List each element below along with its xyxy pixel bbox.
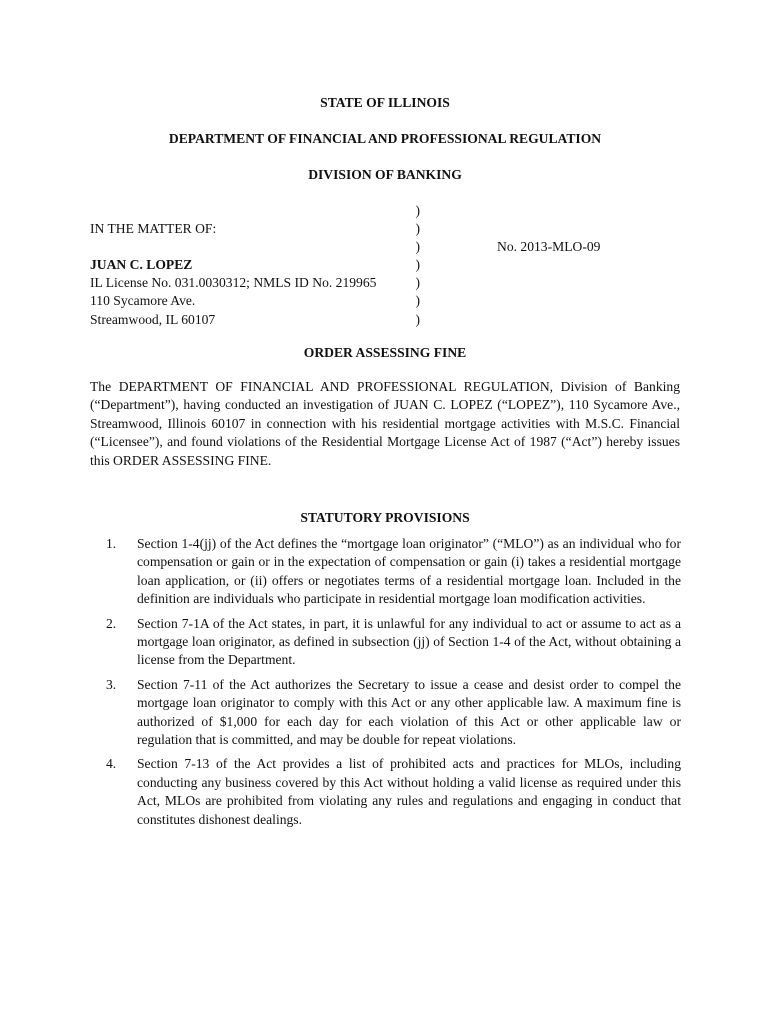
caption-paren: ): [415, 293, 420, 309]
department-heading: DEPARTMENT OF FINANCIAL AND PROFESSIONAL REGULATION: [168, 131, 602, 146]
provision-number: 3.: [106, 676, 117, 692]
license-info: IL License No. 031.0030312; NMLS ID No. 219965: [90, 275, 377, 291]
case-number: No. 2013-MLO-09: [497, 239, 601, 254]
caption-paren: ): [415, 239, 420, 255]
respondent-street: 110 Sycamore Ave.: [90, 293, 196, 309]
respondent-name: JUAN C. LOPEZ: [90, 257, 193, 273]
case-caption: [90, 202, 690, 328]
caption-paren-column: [400, 202, 420, 329]
provision-item: [106, 535, 681, 609]
provision-number: 4.: [106, 756, 117, 772]
caption-paren: ): [415, 257, 420, 273]
caption-paren: ): [415, 275, 420, 291]
respondent-city: Streamwood, IL 60107: [90, 311, 216, 327]
order-title: ORDER ASSESSING FINE: [303, 345, 467, 360]
in-the-matter-of: IN THE MATTER OF:: [90, 221, 217, 237]
provision-item: [106, 755, 681, 829]
statutory-provisions-list: [106, 535, 681, 829]
provision-text: Section 7-13 of the Act provides a list of prohibited acts and practices for MLOs, including conducting any business covered by this Act without holding a valid license as required under this Act, MLOs are prohibited from violating any rules and regulations and engaging in conduct that constitutes dishonest dealings.: [137, 756, 681, 827]
caption-paren: ): [415, 203, 420, 218]
provision-item: [106, 676, 681, 750]
provision-text: Section 7-1A of the Act states, in part, it is unlawful for any individual to act or assume to act as a mortgage loan originator, as defined in subsection (jj) of Section 1-4 of the Act, without obtaining a license from the Department.: [137, 615, 681, 668]
state-heading: STATE OF ILLINOIS: [320, 95, 450, 110]
provision-number: 2.: [106, 615, 117, 631]
provision-text: Section 1-4(jj) of the Act defines the “mortgage loan originator” (“MLO”) as an individual who for compensation or gain or in the expectation of compensation or gain (i) takes a residential mortgage loan application, or (ii) offers or negotiates terms of a residential mortgage loan. Included in the definition are individuals who participate in residential mortgage loan modification activities.: [137, 536, 681, 607]
provision-item: [106, 615, 681, 670]
intro-paragraph: The DEPARTMENT OF FINANCIAL AND PROFESSIONAL REGULATION, Division of Banking (“Department”), having conducted an investigation of JUAN C. LOPEZ (“LOPEZ”), 110 Sycamore Ave., Streamwood, Illinois 60107 in connection with his residential mortgage activities with M.S.C. Financial (“Licensee”), and found violations of the Residential Mortgage License Act of 1987 (“Act”) hereby issues this ORDER ASSESSING FINE.: [90, 379, 680, 468]
division-heading: DIVISION OF BANKING: [308, 167, 462, 182]
provision-text: Section 7-11 of the Act authorizes the Secretary to issue a cease and desist order to compel the mortgage loan originator to comply with this Act or any other applicable law. A maximum fine is authorized of $1,000 for each day for each violation of this Act or other applicable law or regulation that is committed, and may be double for repeat violations.: [137, 676, 681, 748]
caption-paren: ): [415, 311, 420, 327]
caption-paren: ): [415, 221, 420, 237]
provision-number: 1.: [106, 536, 117, 551]
statutory-provisions-heading: STATUTORY PROVISIONS: [300, 510, 470, 525]
caption-blank: [90, 238, 420, 256]
caption-blank: [90, 202, 420, 220]
